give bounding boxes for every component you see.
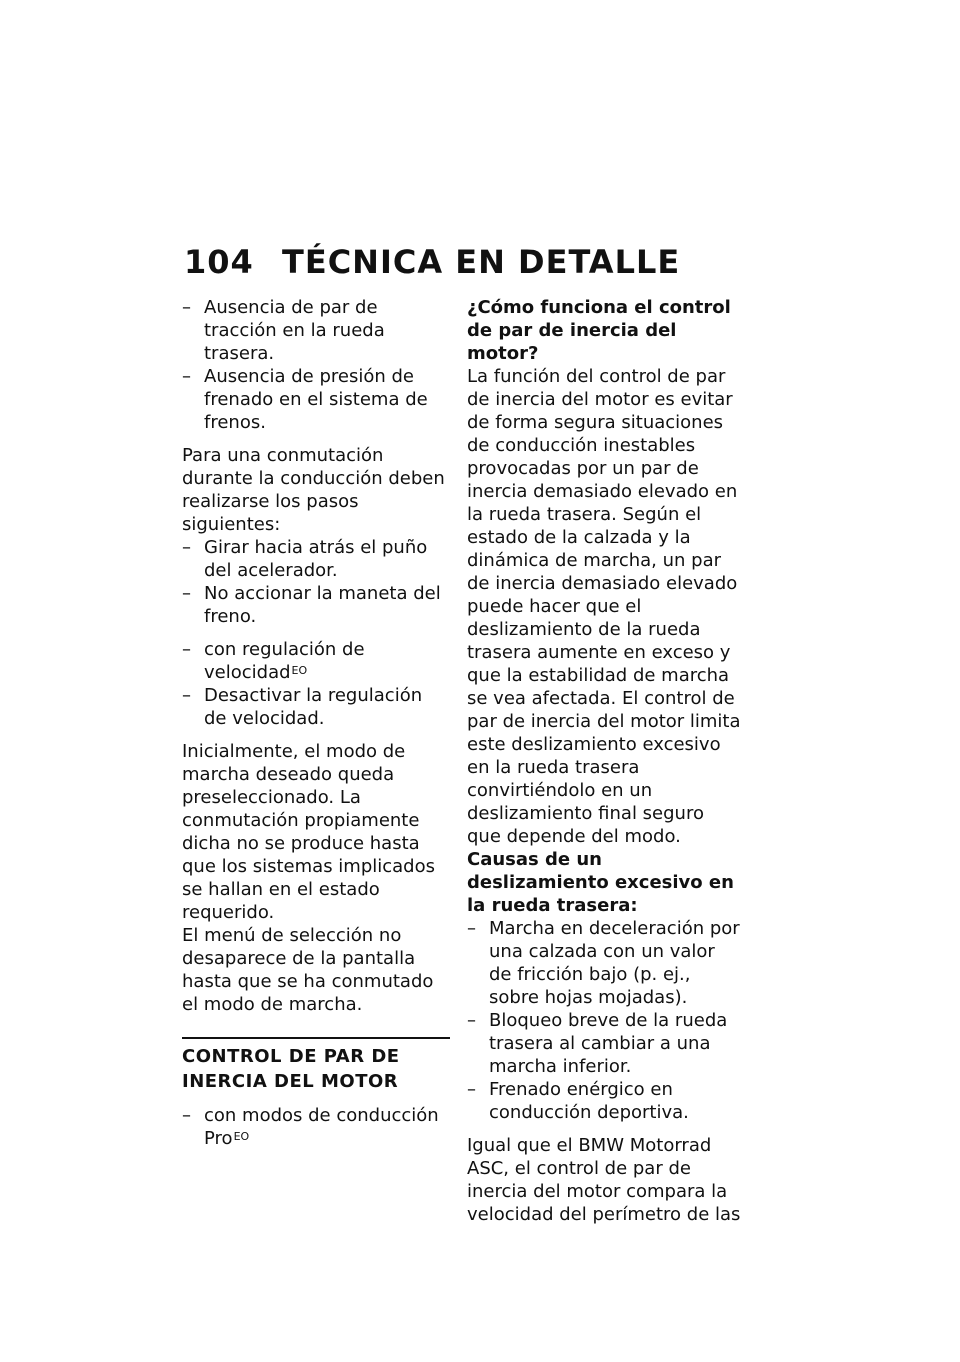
paragraph: Igual que el BMW Motorrad ASC, el control de par de inercia del motor compara la velocidad del perímetro de las	[467, 1135, 741, 1225]
eo-superscript: EO	[291, 664, 308, 677]
list-item: – Ausencia de par de tracción en la rueda trasera.	[182, 297, 385, 364]
section-divider	[182, 1037, 450, 1039]
page-number: 104	[184, 243, 254, 281]
paragraph: El menú de selección no desaparece de la pantalla hasta que se ha conmutado el modo de marcha.	[182, 925, 434, 1015]
paragraph: Inicialmente, el modo de marcha deseado queda preseleccionado. La conmutación propiamente dicha no se produce hasta que los sistemas implicados se hallan en el estado requerido.	[182, 741, 436, 923]
paragraph: La función del control de par de inercia del motor es evitar de forma segura situaciones de conducción inestables provocadas por un par de inercia demasiado elevado en la rueda trasera. Según el estado de la calzada y la dinámica de marcha, un par de inercia demasiado elevado puede hacer que el deslizamiento de la rueda trasera aumente en exceso y que la estabilidad de marcha se vea afectada. El control de par de inercia del motor limita este deslizamiento excesivo en la rueda trasera convirtiéndolo en un deslizamiento final seguro que depende del modo.	[467, 366, 741, 847]
section-title: TÉCNICA EN DETALLE	[282, 243, 681, 281]
page-header	[184, 243, 680, 281]
list-item: – Desactivar la regulación de velocidad.	[182, 685, 423, 729]
list-item: – con modos de conducción Pro$^{EO}$	[182, 1105, 439, 1149]
list-item: – con regulación de velocidad$^{EO}$	[182, 639, 365, 683]
paragraph: Para una conmutación durante la conducción deben realizarse los pasos siguientes:	[182, 445, 445, 535]
list-item: – Marcha en deceleración por una calzada con un valor de fricción bajo (p. ej., sobre hojas mojadas).	[467, 918, 740, 1008]
list-item: – Ausencia de presión de frenado en el sistema de frenos.	[182, 366, 428, 433]
right-column	[467, 296, 742, 1226]
list-item: – Bloqueo breve de la rueda trasera al cambiar a una marcha inferior.	[467, 1010, 728, 1077]
eo-superscript: EO	[233, 1130, 250, 1143]
left-column	[182, 296, 450, 1150]
section-heading: CONTROL DE PAR DE INERCIA DEL MOTOR	[182, 1046, 400, 1092]
subheading: Causas de un deslizamiento excesivo en la rueda trasera:	[467, 849, 734, 916]
list-item: – Frenado enérgico en conducción deportiva.	[467, 1079, 689, 1123]
list-item: – No accionar la maneta del freno.	[182, 583, 441, 627]
subheading: ¿Cómo funciona el control de par de inercia del motor?	[467, 297, 731, 364]
list-item: – Girar hacia atrás el puño del acelerador.	[182, 537, 428, 581]
